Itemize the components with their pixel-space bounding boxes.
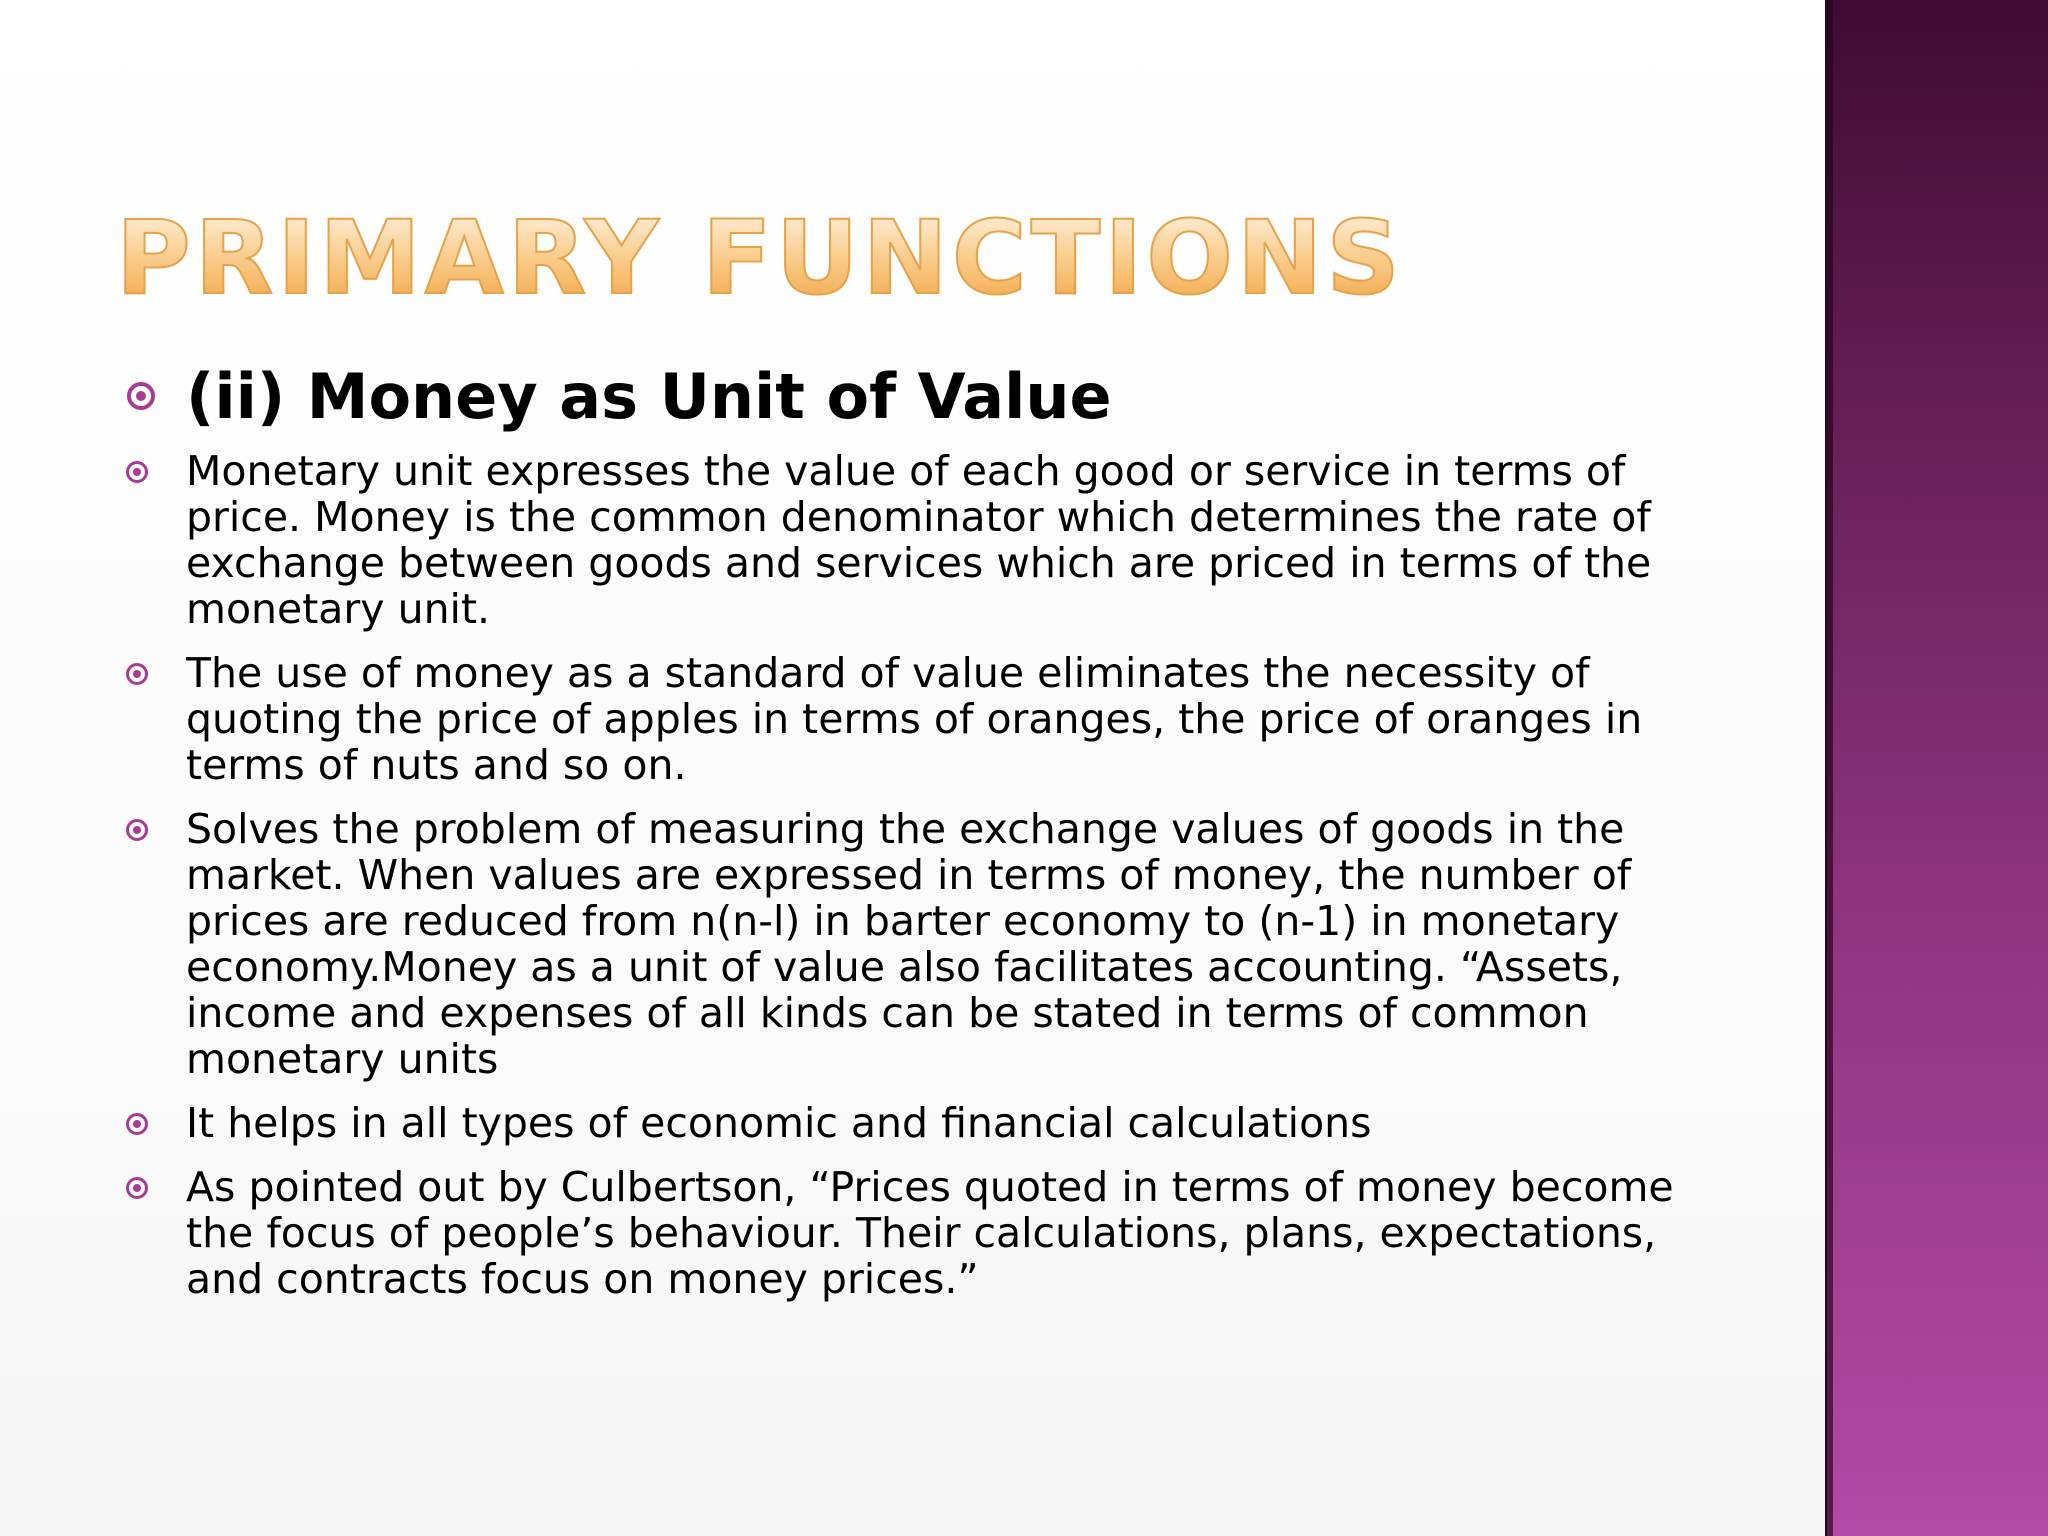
slide-content <box>120 360 1720 1320</box>
list-item <box>120 1100 1720 1146</box>
circle-dot-bullet-icon <box>127 382 155 410</box>
list-item <box>120 1164 1720 1302</box>
list-item-text: Solves the problem of measuring the exchange values of goods in the market. When values are expressed in terms of money, the number of prices are reduced from n(n-l) in barter economy to (n-1) in monetary economy.Money as a unit of value also facilitates accounting. “Assets, income and expenses of all kinds can be stated in terms of common monetary units <box>186 805 1632 1084</box>
circle-dot-bullet-icon <box>126 1113 148 1135</box>
list-item-text: As pointed out by Culbertson, “Prices quoted in terms of money become the focus of people’s behaviour. Their calculations, plans, expectations, and contracts focus on money prices.” <box>186 1163 1674 1304</box>
list-item <box>120 448 1720 632</box>
slide-title: PRIMARY FUNCTIONS <box>116 199 1404 318</box>
circle-dot-bullet-icon <box>126 461 148 483</box>
list-item-text: It helps in all types of economic and financial calculations <box>186 1099 1372 1148</box>
section-heading <box>120 360 1720 434</box>
list-item <box>120 806 1720 1082</box>
sidebar-edge-stripe <box>1827 0 1833 1536</box>
circle-dot-bullet-icon <box>126 1177 148 1199</box>
decorative-sidebar <box>1825 0 2048 1536</box>
section-heading-text: (ii) Money as Unit of Value <box>186 360 1112 433</box>
list-item-text: The use of money as a standard of value eliminates the necessity of quoting the price of apples in terms of oranges, the price of oranges in terms of nuts and so on. <box>186 649 1643 790</box>
bullet-list <box>120 448 1720 1302</box>
circle-dot-bullet-icon <box>126 819 148 841</box>
list-item <box>120 650 1720 788</box>
circle-dot-bullet-icon <box>126 663 148 685</box>
list-item-text: Monetary unit expresses the value of each good or service in terms of price. Money is the common denominator which determines the rate of exchange between goods and services which are priced in terms of the monetary unit. <box>186 447 1652 634</box>
